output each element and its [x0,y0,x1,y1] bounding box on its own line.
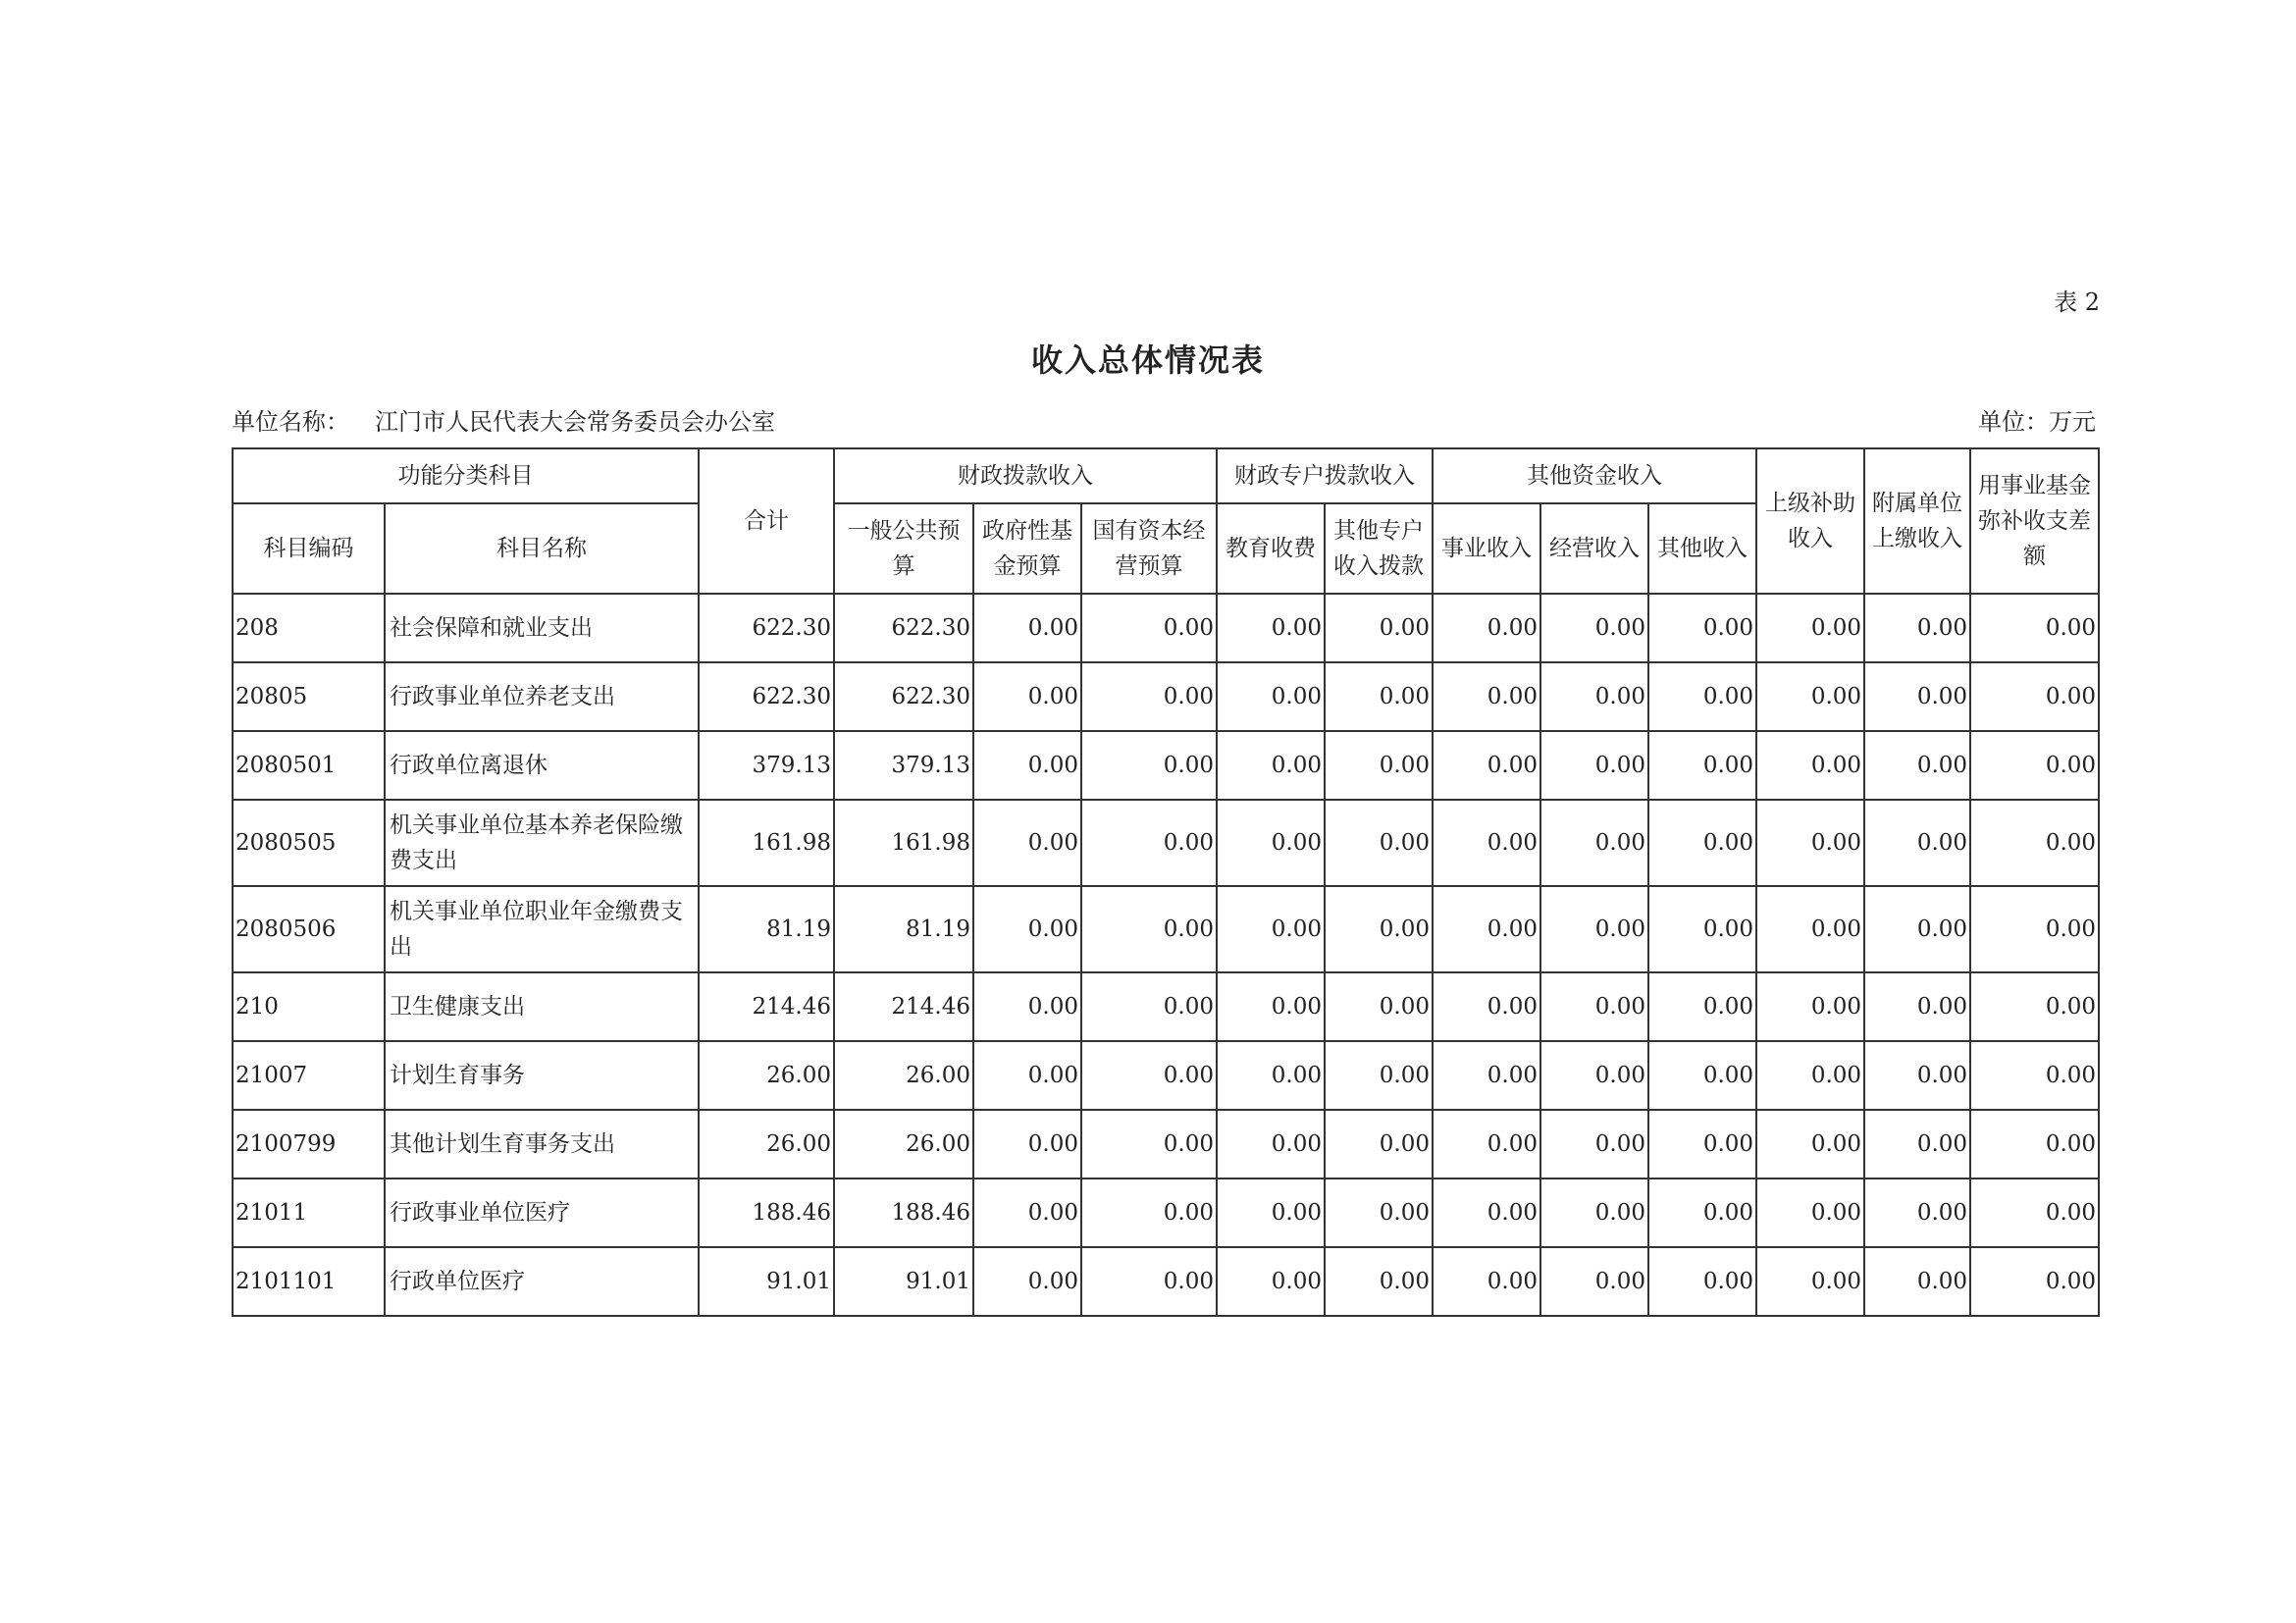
cell-value: 0.00 [1540,972,1648,1041]
cell-value: 0.00 [1864,886,1970,972]
cell-value: 622.30 [834,662,973,731]
cell-value: 0.00 [973,1178,1081,1247]
cell-value: 0.00 [1217,800,1325,886]
table-row [233,1110,2099,1178]
cell-value: 0.00 [1325,662,1433,731]
page-title: 收入总体情况表 [1030,341,1265,379]
cell-value: 0.00 [1081,1041,1217,1110]
income-summary-table [232,447,2100,1317]
cell-value: 0.00 [1081,731,1217,800]
header-code: 科目编码 [233,503,385,594]
cell-value: 0.00 [973,972,1081,1041]
cell-value: 0.00 [1433,800,1540,886]
cell-value: 622.30 [699,662,834,731]
row-name: 行政事业单位医疗 [385,1178,699,1247]
unit-name: 江门市人民代表大会常务委员会办公室 [375,408,775,436]
table-row [233,1041,2099,1110]
cell-value: 0.00 [1864,800,1970,886]
header-operating-income: 经营收入 [1540,503,1648,594]
cell-value: 0.00 [1081,662,1217,731]
cell-value: 0.00 [1970,731,2099,800]
cell-value: 0.00 [1433,1247,1540,1316]
cell-value: 0.00 [1864,972,1970,1041]
cell-value: 0.00 [1540,662,1648,731]
cell-value: 0.00 [1648,972,1756,1041]
cell-value: 91.01 [699,1247,834,1316]
header-function-group: 功能分类科目 [233,448,699,503]
header-other-income: 其他收入 [1648,503,1756,594]
row-name: 计划生育事务 [385,1041,699,1110]
cell-value: 379.13 [834,731,973,800]
row-name: 社会保障和就业支出 [385,594,699,662]
cell-value: 0.00 [1648,731,1756,800]
header-total: 合计 [699,448,834,594]
cell-value: 0.00 [1864,594,1970,662]
row-code: 2101101 [233,1247,385,1316]
table-row [233,731,2099,800]
cell-value: 0.00 [1540,1110,1648,1178]
cell-value: 0.00 [1970,1110,2099,1178]
cell-value: 0.00 [973,1247,1081,1316]
cell-value: 0.00 [1081,1178,1217,1247]
cell-value: 0.00 [1433,972,1540,1041]
cell-value: 0.00 [1864,1041,1970,1110]
row-code: 208 [233,594,385,662]
cell-value: 214.46 [699,972,834,1041]
header-state-capital: 国有资本经营预算 [1081,503,1217,594]
cell-value: 0.00 [1325,972,1433,1041]
row-code: 2080501 [233,731,385,800]
cell-value: 26.00 [699,1041,834,1110]
table-row [233,1178,2099,1247]
cell-value: 188.46 [699,1178,834,1247]
row-name: 卫生健康支出 [385,972,699,1041]
cell-value: 622.30 [834,594,973,662]
cell-value: 0.00 [1217,731,1325,800]
cell-value: 0.00 [1864,1178,1970,1247]
header-education-fee: 教育收费 [1217,503,1325,594]
cell-value: 0.00 [1648,1110,1756,1178]
cell-value: 0.00 [973,594,1081,662]
table-row [233,800,2099,886]
row-code: 2080506 [233,886,385,972]
row-name: 行政单位离退休 [385,731,699,800]
row-code: 2080505 [233,800,385,886]
header-fund-balance: 用事业基金弥补收支差额 [1970,448,2099,594]
cell-value: 81.19 [834,886,973,972]
cell-value: 0.00 [1433,1041,1540,1110]
header-business-income: 事业收入 [1433,503,1540,594]
cell-value: 0.00 [1540,594,1648,662]
cell-value: 0.00 [1756,1178,1864,1247]
cell-value: 0.00 [973,731,1081,800]
cell-value: 81.19 [699,886,834,972]
cell-value: 0.00 [1648,1247,1756,1316]
cell-value: 0.00 [973,886,1081,972]
cell-value: 91.01 [834,1247,973,1316]
cell-value: 0.00 [1433,1178,1540,1247]
row-code: 210 [233,972,385,1041]
cell-value: 0.00 [1756,886,1864,972]
cell-value: 0.00 [1325,731,1433,800]
row-name: 其他计划生育事务支出 [385,1110,699,1178]
cell-value: 0.00 [1648,662,1756,731]
cell-value: 0.00 [1648,800,1756,886]
row-name: 机关事业单位基本养老保险缴费支出 [385,800,699,886]
cell-value: 0.00 [1217,662,1325,731]
unit-info-row [232,402,2096,437]
cell-value: 622.30 [699,594,834,662]
cell-value: 0.00 [1217,972,1325,1041]
cell-value: 0.00 [973,1041,1081,1110]
cell-value: 0.00 [1081,594,1217,662]
cell-value: 0.00 [973,662,1081,731]
header-other-special: 其他专户收入拨款 [1325,503,1433,594]
cell-value: 0.00 [1648,1178,1756,1247]
table-row [233,594,2099,662]
header-gov-fund: 政府性基金预算 [973,503,1081,594]
cell-value: 0.00 [1970,1041,2099,1110]
table-row [233,886,2099,972]
cell-value: 0.00 [1217,594,1325,662]
cell-value: 0.00 [1217,1247,1325,1316]
cell-value: 0.00 [1970,972,2099,1041]
cell-value: 0.00 [1081,972,1217,1041]
cell-value: 0.00 [1864,662,1970,731]
cell-value: 0.00 [973,800,1081,886]
cell-value: 0.00 [1325,800,1433,886]
cell-value: 0.00 [1970,662,2099,731]
cell-value: 0.00 [1081,1247,1217,1316]
cell-value: 0.00 [1756,662,1864,731]
header-name: 科目名称 [385,503,699,594]
cell-value: 0.00 [1433,731,1540,800]
cell-value: 0.00 [1864,1110,1970,1178]
cell-value: 161.98 [699,800,834,886]
cell-value: 0.00 [1540,886,1648,972]
cell-value: 0.00 [1648,886,1756,972]
cell-value: 0.00 [1325,1110,1433,1178]
table-row [233,972,2099,1041]
cell-value: 0.00 [1081,886,1217,972]
cell-value: 0.00 [1864,1247,1970,1316]
row-name: 行政单位医疗 [385,1247,699,1316]
cell-value: 0.00 [1540,1247,1648,1316]
header-special-account-group: 财政专户拨款收入 [1217,448,1433,503]
cell-value: 188.46 [834,1178,973,1247]
cell-value: 0.00 [1756,972,1864,1041]
cell-value: 0.00 [1970,1178,2099,1247]
table-row [233,662,2099,731]
cell-value: 0.00 [1648,594,1756,662]
cell-value: 0.00 [1756,1247,1864,1316]
cell-value: 0.00 [1540,800,1648,886]
cell-value: 0.00 [1325,1178,1433,1247]
cell-value: 0.00 [1970,800,2099,886]
header-other-funds-group: 其他资金收入 [1433,448,1756,503]
row-name: 机关事业单位职业年金缴费支出 [385,886,699,972]
cell-value: 0.00 [1081,1110,1217,1178]
row-name: 行政事业单位养老支出 [385,662,699,731]
cell-value: 0.00 [1540,1178,1648,1247]
row-code: 21011 [233,1178,385,1247]
cell-value: 0.00 [1325,886,1433,972]
header-general-budget: 一般公共预算 [834,503,973,594]
cell-value: 0.00 [1325,1041,1433,1110]
table-number: 表 2 [2054,288,2100,316]
header-fiscal-group: 财政拨款收入 [834,448,1217,503]
cell-value: 0.00 [1540,731,1648,800]
cell-value: 0.00 [1864,731,1970,800]
cell-value: 0.00 [1756,1041,1864,1110]
cell-value: 26.00 [834,1110,973,1178]
cell-value: 0.00 [1217,1178,1325,1247]
row-code: 20805 [233,662,385,731]
cell-value: 0.00 [1325,594,1433,662]
table-row [233,1247,2099,1316]
cell-value: 0.00 [1433,662,1540,731]
cell-value: 161.98 [834,800,973,886]
cell-value: 0.00 [1217,1041,1325,1110]
row-code: 2100799 [233,1110,385,1178]
cell-value: 0.00 [1081,800,1217,886]
cell-value: 379.13 [699,731,834,800]
row-code: 21007 [233,1041,385,1110]
cell-value: 0.00 [1756,800,1864,886]
cell-value: 0.00 [973,1110,1081,1178]
cell-value: 26.00 [834,1041,973,1110]
header-superior-subsidy: 上级补助收入 [1756,448,1864,594]
cell-value: 0.00 [1970,594,2099,662]
cell-value: 0.00 [1970,886,2099,972]
cell-value: 0.00 [1433,594,1540,662]
cell-value: 26.00 [699,1110,834,1178]
cell-value: 214.46 [834,972,973,1041]
cell-value: 0.00 [1970,1247,2099,1316]
cell-value: 0.00 [1756,594,1864,662]
cell-value: 0.00 [1756,731,1864,800]
cell-value: 0.00 [1433,886,1540,972]
cell-value: 0.00 [1433,1110,1540,1178]
unit-name-label: 单位名称： [232,408,349,436]
cell-value: 0.00 [1756,1110,1864,1178]
cell-value: 0.00 [1325,1247,1433,1316]
cell-value: 0.00 [1648,1041,1756,1110]
currency-unit: 单位：万元 [1978,408,2096,436]
cell-value: 0.00 [1540,1041,1648,1110]
cell-value: 0.00 [1217,886,1325,972]
cell-value: 0.00 [1217,1110,1325,1178]
header-affiliate-payment: 附属单位上缴收入 [1864,448,1970,594]
